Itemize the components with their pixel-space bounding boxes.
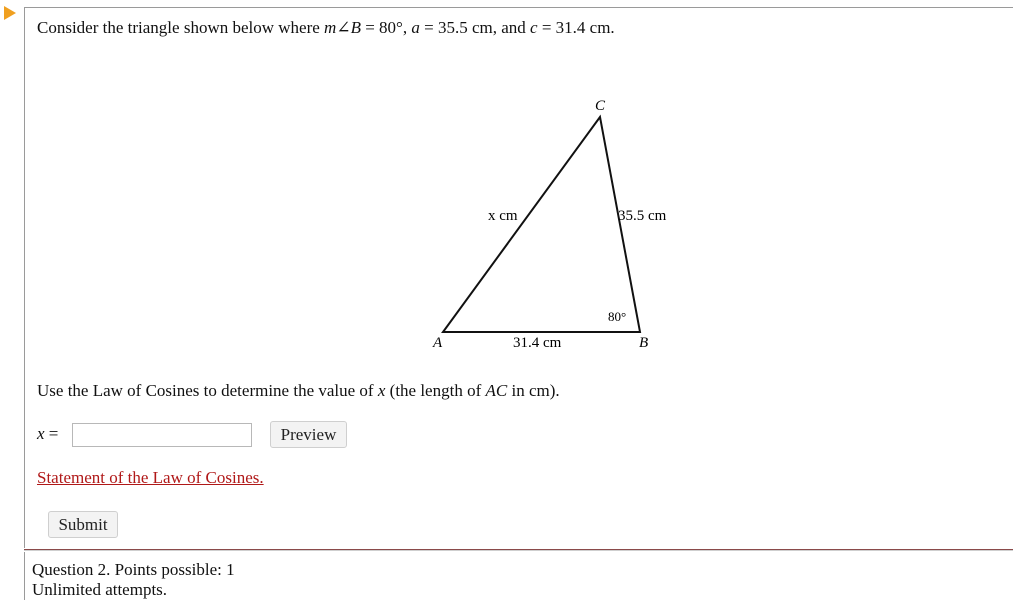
prompt-c: c [530,18,538,37]
question-divider [24,549,1013,551]
submit-button[interactable]: Submit [48,511,118,538]
instruction-mid: (the length of [385,381,486,400]
instruction-x: x [377,381,386,400]
angle-b-label: 80° [608,309,627,324]
expand-arrow-icon[interactable] [4,6,16,20]
prompt-angle-symbol: ∠ [336,18,351,37]
attempts-info: Unlimited attempts. [32,580,168,599]
answer-x-symbol: x [37,424,45,443]
prompt-eq-c: = 31.4 cm. [537,18,615,37]
side-ac-label: x cm [488,208,518,224]
side-ab-label: 31.4 cm [513,335,562,351]
prompt-text-start: Consider the triangle shown below where [37,18,325,37]
prompt-m: m [324,18,337,37]
answer-equals: = [44,424,59,443]
question-points-info: Question 2. Points possible: 1 [32,560,235,579]
vertex-c-label: C [595,98,606,114]
answer-input[interactable] [72,423,252,447]
vertex-b-label: B [639,335,649,351]
question-prompt [37,18,615,38]
triangle-figure [420,90,700,360]
prompt-a: a [411,18,420,37]
side-bc-label: 35.5 cm [618,208,667,224]
vertex-a-label: A [433,335,443,351]
instruction-text [37,381,560,401]
answer-label [37,424,58,444]
instruction-end: in cm). [507,381,560,400]
law-of-cosines-link[interactable]: Statement of the Law of Cosines. [37,468,264,487]
prompt-B: B [350,18,361,37]
prompt-eq-80: = 80°, [360,18,412,37]
preview-button[interactable]: Preview [270,421,347,448]
prompt-eq-a: = 35.5 cm, and [419,18,531,37]
instruction-ac: AC [485,381,508,400]
triangle-shape [443,117,640,332]
instruction-start: Use the Law of Cosines to determine the value of [37,381,378,400]
